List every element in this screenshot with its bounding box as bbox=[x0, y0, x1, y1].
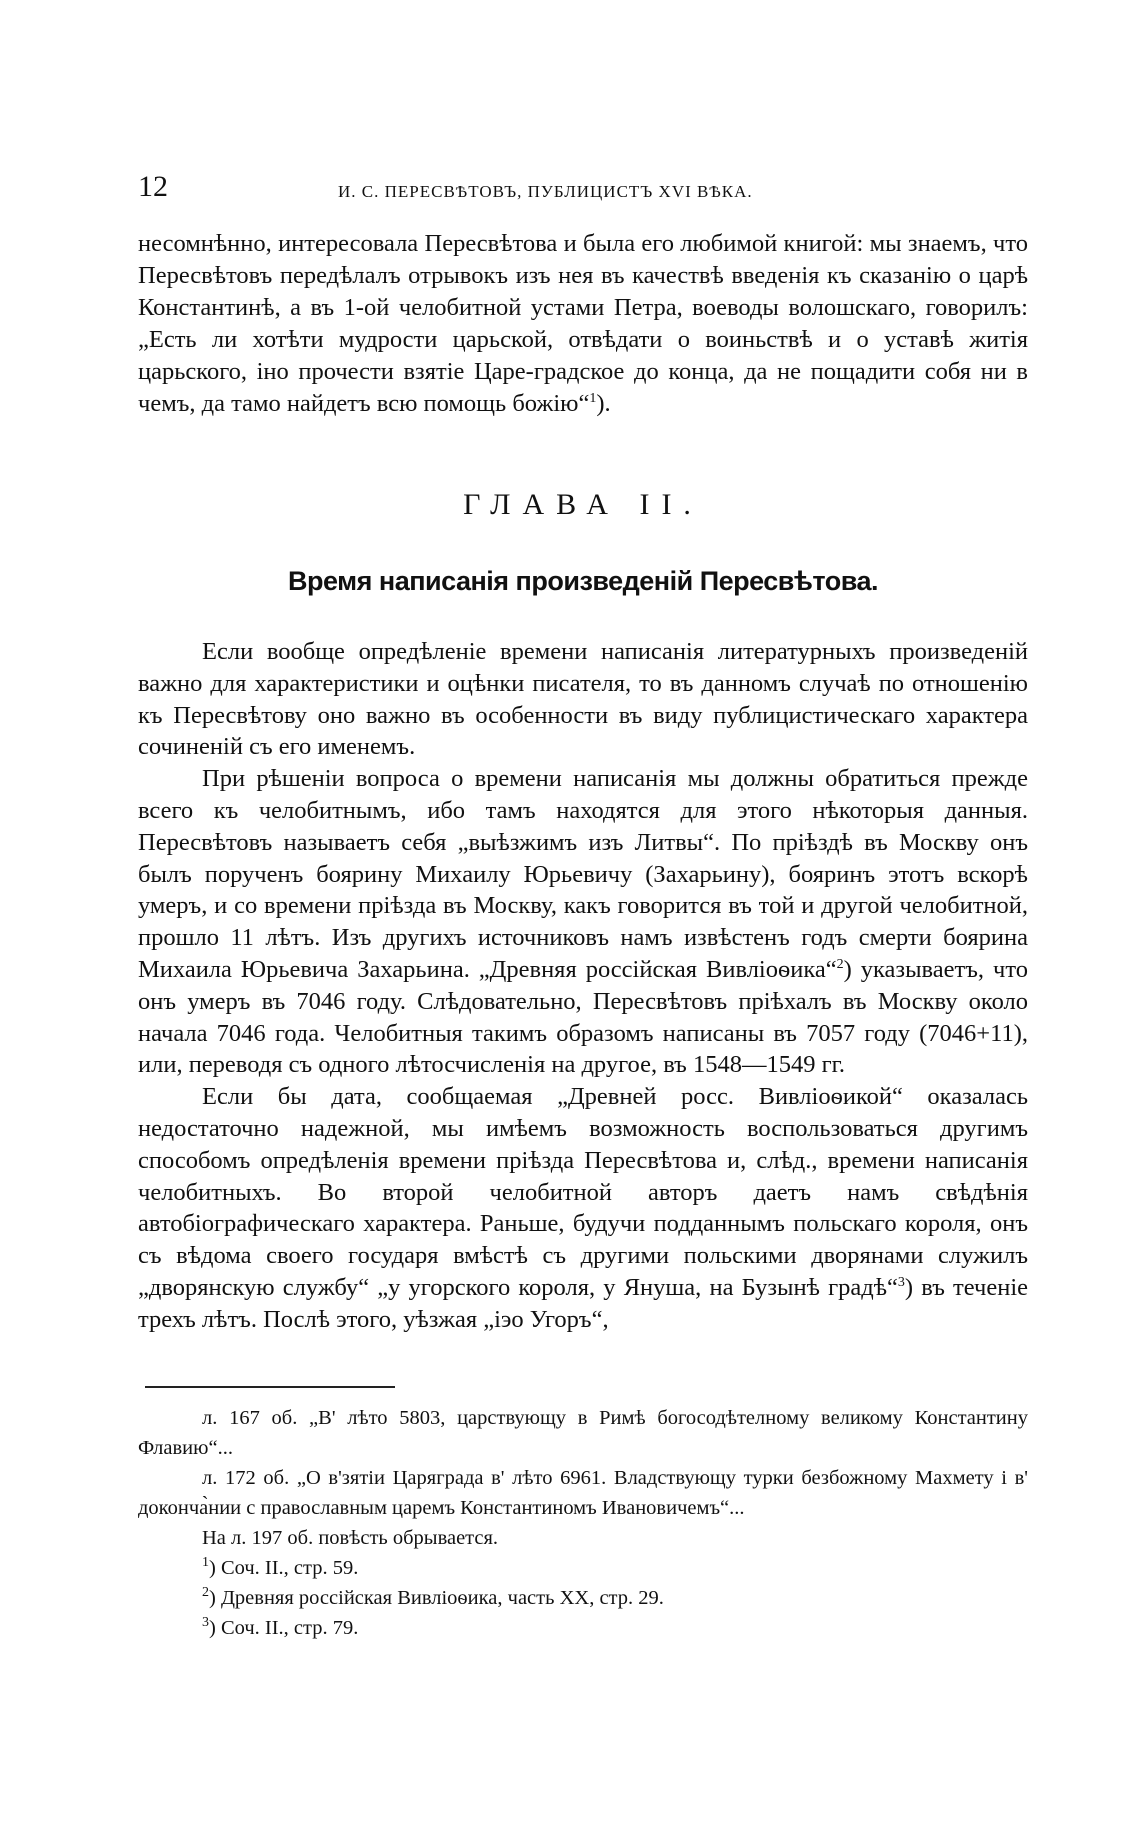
note-mark: 2 bbox=[836, 956, 844, 972]
running-title: И. С. ПЕРЕСВѢТОВЪ, ПУБЛИЦИСТЪ XVI ВѢКА. bbox=[338, 182, 753, 201]
paragraph-1: Если вообще опредѣленіе времени написанія литературныхъ произведеній важно для характеристики и оцѣнки писателя, то въ данномъ случаѣ по отношенію къ Пересвѣтову оно важно въ особенности въ виду публицистическаго характера сочиненій съ его именемъ. bbox=[138, 638, 1028, 761]
footnote-mark: 2 bbox=[202, 1585, 209, 1601]
paragraph-2 bbox=[138, 763, 1028, 1081]
paragraph-2-text-b: ) указываетъ, что онъ умеръ въ 7046 году. Слѣдовательно, Пересвѣтовъ пріѣхалъ въ Москву около начала 7046 года. Челобитныя такимъ образомъ написаны въ 7057 году (7046+11), или, переводя съ одного лѣтосчисленія на другое, въ 1548—1549 гг. bbox=[138, 955, 1028, 1079]
paragraph-2-text-a: При рѣшеніи вопроса о времени написанія мы должны обратиться прежде всего къ челобитнымъ, ибо тамъ находятся для этого нѣкоторыя данныя. Пересвѣтовъ называетъ себя „выѣзжимъ изъ Литвы“. По пріѣздѣ въ Москву онъ былъ порученъ боярину Михаилу Юрьевичу (Захарьину), бояринъ этотъ вскорѣ умеръ, и со времени пріѣзда въ Москву, какъ говорится въ той и другой челобитной, прошло 11 лѣтъ. Изъ другихъ источниковъ намъ извѣстенъ годъ смерти боярина Михаила Юрьевича Захарьина. „Древняя россійская Вивліоѳика“ bbox=[138, 765, 1028, 983]
footnote-3-text: ) Соч. II., стр. 79. bbox=[209, 1617, 359, 1639]
note-mark: 3 bbox=[897, 1274, 905, 1290]
footnote-2-text: ) Древняя россійская Вивліоѳика, часть XX, стр. 29. bbox=[209, 1587, 664, 1609]
chapter-heading: ГЛАВА II. bbox=[463, 488, 703, 521]
main-text bbox=[138, 636, 1028, 1336]
footnote-divider bbox=[145, 1386, 395, 1388]
footnote-1-text: ) Соч. II., стр. 59. bbox=[209, 1557, 359, 1579]
footnote-mark: 3 bbox=[202, 1615, 209, 1631]
intro-text: несомнѣнно, интересовала Пересвѣтова и была его любимой книгой: мы знаемъ, что Пересвѣтовъ передѣлалъ отрывокъ изъ нея въ качествѣ введенія къ сказанію о царѣ Константинѣ, а въ 1-ой челобитной устами Петра, воеводы волошскаго, говорилъ: „Есть ли хотѣти мудрости царьской, отвѣдати о воиньствѣ и о уставѣ житія царьского, іно прочести взятіе Царе-градское до конца, да не пощадити собя ни в чемъ, да тамо найдетъ всю помощь божію“ bbox=[138, 230, 1028, 417]
footnote-1 bbox=[138, 1553, 1028, 1583]
paragraph-3-text-a: Если бы дата, сообщаемая „Древней росс. Вивліоѳикой“ оказалась недостаточно надежной, мы имѣемъ возможность воспользоваться другимъ способомъ опредѣленія времени пріѣзда Пересвѣтова и, слѣд., времени написанія челобитныхъ. Во второй челобитной авторъ даетъ намъ свѣдѣнія автобіографическаго характера. Раньше, будучи подданнымъ польскаго короля, онъ съ вѣдома своего государя вмѣстѣ съ другими польскими дворянами служилъ „дворянскую службу“ „у угорского короля, у Януша, на Бузынѣ градѣ“ bbox=[138, 1083, 1028, 1301]
intro-end: ). bbox=[596, 390, 611, 417]
footnote-continuation-1: л. 167 об. „В' лѣто 5803, царствующу в Римѣ богосодѣтелному великому Константину Флавию“... bbox=[138, 1407, 1028, 1459]
chapter-subtitle: Время написанія произведеній Пересвѣтова. bbox=[288, 566, 878, 596]
page-number: 12 bbox=[138, 170, 168, 203]
paragraph-3-text-b: ) въ теченіе трехъ лѣтъ. Послѣ этого, уѣзжая „іэо Угоръ“, bbox=[138, 1273, 1028, 1333]
intro-paragraph bbox=[138, 228, 1028, 420]
footnote-continuation-3: На л. 197 об. повѣсть обрывается. bbox=[202, 1527, 499, 1549]
page-header bbox=[138, 170, 828, 210]
footnotes bbox=[138, 1403, 1028, 1643]
footnote-3 bbox=[138, 1613, 1028, 1643]
paragraph-3 bbox=[138, 1081, 1028, 1335]
footnote-mark: 1 bbox=[202, 1555, 209, 1571]
footnote-continuation-2: л. 172 об. „О в'зятіи Царяграда в' лѣто 6961. Владствующу турки безбожному Махмету і в' доконча̀нии с православным царемъ Константиномъ Ивановичемъ“... bbox=[138, 1467, 1028, 1519]
footnote-2 bbox=[138, 1583, 1028, 1613]
note-mark: 1 bbox=[589, 390, 597, 406]
